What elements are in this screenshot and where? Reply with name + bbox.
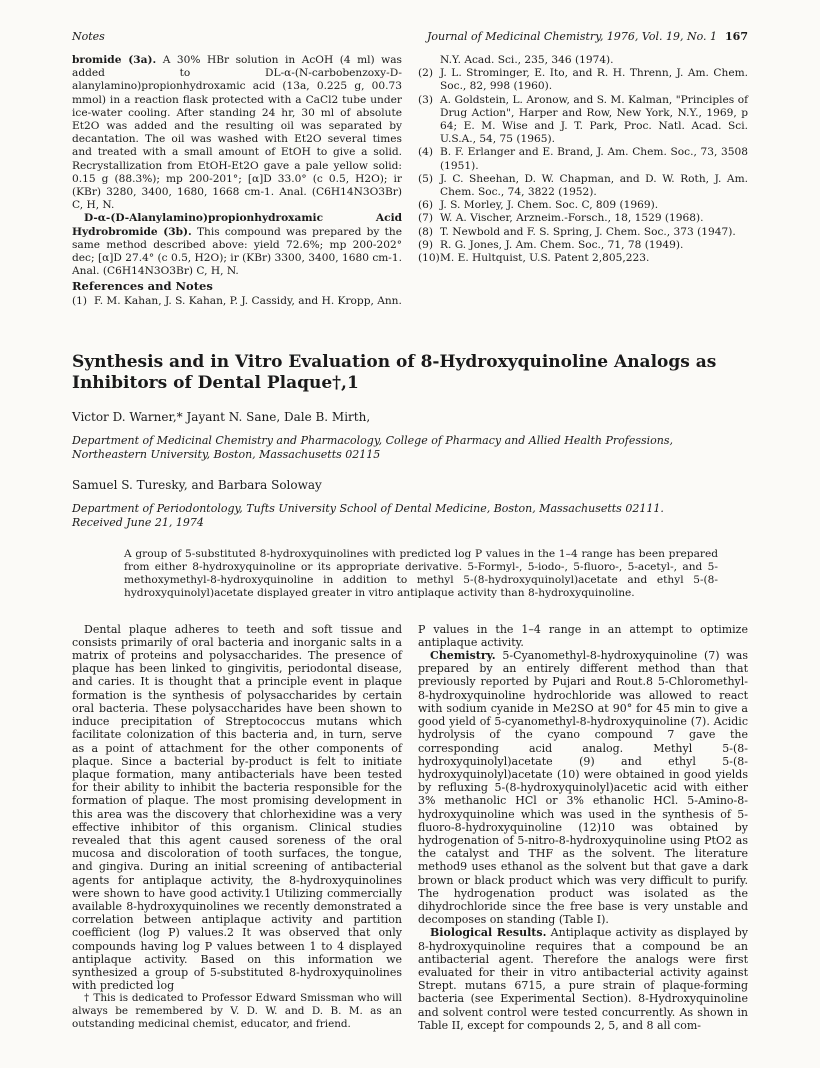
body-columns bbox=[72, 623, 748, 1032]
reference-item: (2) J. L. Strominger, E. Ito, and R. H. Threnn, J. Am. Chem. Soc., 82, 998 (1960). bbox=[418, 67, 748, 93]
body-left-column bbox=[72, 623, 402, 1032]
reference-item: (1) F. M. Kahan, J. S. Kahan, P. J. Cassidy, and H. Kropp, Ann. bbox=[72, 294, 402, 307]
journal-page bbox=[72, 30, 748, 1032]
intro-paragraph: Dental plaque adheres to teeth and soft tissue and consists primarily of oral bacteria and inorganic salts in a matrix of proteins and polysaccharides. The presence of plaque has been linked to gingivitis, periodontal disease, and caries. It is thought that a principle event in plaque formation is the synthesis of polysaccharides by certain oral bacteria. These polysaccharides have been shown to induce precipitation of Streptococcus mutans which facilitate colonization of this bacteria and, in turn, serve as a point of attachment for the other components of plaque. Since a bacterial by-product is felt to initiate plaque formation, many antibacterials have been tested for their ability to inhibit the bacteria responsible for the formation of plaque. The most promising development in this area was the discovery that chlorhexidine was a very effective inhibitor of this organism. Clinical studies revealed that this agent caused soreness of the oral mucosa and discoloration of tooth surfaces, the tongue, and gingiva. During an initial screening of antibacterial agents for antiplaque activity, the 8-hydroxyquinolines were shown to have good activity.1 Utilizing commercially available 8-hydroxyquinolines we recently demonstrated a correlation between antiplaque activity and partition coefficient (log P) values.2 It was observed that only compounds having log P values between 1 to 4 displayed antiplaque activity. Based on this information we synthesized a group of 5-substituted 8-hydroxyquinolines with predicted log bbox=[72, 622, 402, 993]
intro-continuation: P values in the 1–4 range in an attempt to optimize antiplaque activity. bbox=[418, 622, 748, 649]
reference-item: (8) T. Newbold and F. S. Spring, J. Chem. Soc., 373 (1947). bbox=[418, 225, 736, 238]
top-right-column bbox=[418, 54, 748, 308]
reference-item: (4) B. F. Erlanger and E. Brand, J. Am. Chem. Soc., 73, 3508 (1951). bbox=[418, 146, 748, 172]
article-title: Synthesis and in Vitro Evaluation of 8-Hydroxyquinoline Analogs as Inhibitors of Dental Plaque†,1 bbox=[72, 351, 717, 393]
top-columns bbox=[72, 54, 748, 308]
reference-item: N.Y. Acad. Sci., 235, 346 (1974). bbox=[440, 54, 614, 66]
abstract: A group of 5-substituted 8-hydroxyquinolines with predicted log P values in the 1–4 range has been prepared from either 8-hydroxyquinoline or its appropriate derivative. 5-Formyl-, 5-iodo-, 5-fluoro-, 5-acetyl-, and 5-methoxymethyl-8-hydroxyquinoline in addition to methyl 5-(8-hydroxyquinolyl)acetate and ethyl 5-(8-hydroxyquinolyl)acetate displayed greater in vitro antiplaque activity than 8-hydroxyquinoline. bbox=[124, 547, 718, 600]
reference-item: (10) M. E. Hultquist, U.S. Patent 2,805,223. bbox=[418, 252, 650, 265]
header-section: Notes bbox=[72, 30, 105, 43]
reference-list-left bbox=[72, 295, 402, 308]
paragraph-3a: bromide (3a). A 30% HBr solution in AcOH (4 ml) was added to DL-α-(N-carbobenzoxy-D-alanylamino)propionhydroxamic acid (13a, 0.225 g, 00.73 mmol) in a reaction flask protected with a CaCl2 tube under ice-water cooling. After standing 24 hr, 30 ml of absolute Et2O was added and the resulting oil was separated by decantation. The oil was washed with Et2O several times and treated with a small amount of EtOH to give a solid. Recrystallization from EtOH-Et2O gave a pale yellow solid: 0.15 g (88.3%); mp 200-201°; [α]D 33.0° (c 0.5, H2O); ir (KBr) 3280, 3400, 1680, 1668 cm-1. Anal. (C6H14N3O3Br) C, H, N. bbox=[72, 54, 402, 212]
authors-northeastern: Victor D. Warner,* Jayant N. Sane, Dale B. Mirth, bbox=[72, 409, 371, 424]
header-journal: Journal of Medicinal Chemistry, 1976, Vol. 19, No. 1 167 bbox=[427, 30, 748, 43]
body-right-column bbox=[418, 623, 748, 1032]
authors-tufts: Samuel S. Turesky, and Barbara Soloway bbox=[72, 477, 322, 492]
dedication-footnote: † This is dedicated to Professor Edward Smissman who will always be remembered by V. D. W. and D. B. M. as an outstanding medicinal chemist, educator, and friend. bbox=[72, 992, 402, 1030]
chemistry-section: Chemistry. 5-Cyanomethyl-8-hydroxyquinoline (7) was prepared by an entirely different method than that previously reported by Pujari and Rout.8 5-Chloromethyl-8-hydroxyquinoline hydrochloride was allowed to react with sodium cyanide in Me2SO at 90° for 45 min to give a good yield of 5-cyanomethyl-8-hydroxyquinoline (7). Acidic hydrolysis of the cyano compound 7 gave the corresponding acid analog. Methyl 5-(8-hydroxyquinolyl)acetate (9) and ethyl 5-(8-hydroxyquinolyl)acetate (10) were obtained in good yields by refluxing 5-(8-hydroxyquinolyl)acetic acid with either 3% methanolic HCl or 3% ethanolic HCl. 5-Amino-8-hydroxyquinoline which was used in the synthesis of 5-fluoro-8-hydroxyquinoline (12)10 was obtained by hydrogenation of 5-nitro-8-hydroxyquinoline using PtO2 as the catalyst and THF as the solvent. The literature method9 uses ethanol as the solvent but that gave a dark brown or black product which was very difficult to purify. The hydrogenation product was isolated as the dihydrochloride since the free base is very unstable and decomposes on standing (Table I). bbox=[418, 649, 748, 927]
page-header bbox=[72, 30, 748, 46]
affiliation-tufts: Department of Periodontology, Tufts University School of Dental Medicine, Boston, Massachusetts 02111. Received June 21, 1974 bbox=[72, 502, 748, 530]
reference-item: (5) J. C. Sheehan, D. W. Chapman, and D. W. Roth, J. Am. Chem. Soc., 74, 3822 (1952). bbox=[418, 172, 748, 199]
paragraph-3b: D-α-(D-Alanylamino)propionhydroxamic Acid Hydrobromide (3b). This compound was prepared by the same method described above: yield 72.6%; mp 200-202° dec; [α]D 27.4° (c 0.5, H2O); ir (KBr) 3300, 3400, 1680 cm-1. Anal. (C6H14N3O3Br) C, H, N. bbox=[72, 212, 402, 278]
reference-item: (6) J. S. Morley, J. Chem. Soc. C, 809 (1969). bbox=[418, 199, 659, 212]
reference-item: (9) R. G. Jones, J. Am. Chem. Soc., 71, 78 (1949). bbox=[418, 238, 684, 251]
references-heading: References and Notes bbox=[72, 279, 213, 294]
biological-results-section: Biological Results. Antiplaque activity as displayed by 8-hydroxyquinoline requires that a compound be an antibacterial agent. Therefore the analogs were first evaluated for their in vitro antibacterial activity against Strept. mutans 6715, a pure strain of plaque-forming bacteria (see Experimental Section). 8-Hydroxyquinoline and solvent control were tested concurrently. As shown in Table II, except for compounds 2, 5, and 8 all com- bbox=[418, 926, 748, 1032]
received-date: Received June 21, 1974 bbox=[72, 515, 204, 529]
reference-item: (3) A. Goldstein, L. Aronow, and S. M. Kalman, "Principles of Drug Action", Harper and Row, New York, N.Y., 1969, p 64; E. M. Wise and J. T. Park, Proc. Natl. Acad. Sci. U.S.A., 54, 75 (1965). bbox=[418, 93, 748, 146]
top-left-column bbox=[72, 54, 402, 308]
affiliation-northeastern: Department of Medicinal Chemistry and Pharmacology, College of Pharmacy and Allied Health Professions, Northeastern University, Boston, Massachusetts 02115 bbox=[72, 433, 673, 461]
reference-item: (7) W. A. Vischer, Arzneim.-Forsch., 18, 1529 (1968). bbox=[418, 212, 704, 225]
page-number: 167 bbox=[725, 30, 748, 43]
reference-list-right bbox=[418, 54, 748, 265]
